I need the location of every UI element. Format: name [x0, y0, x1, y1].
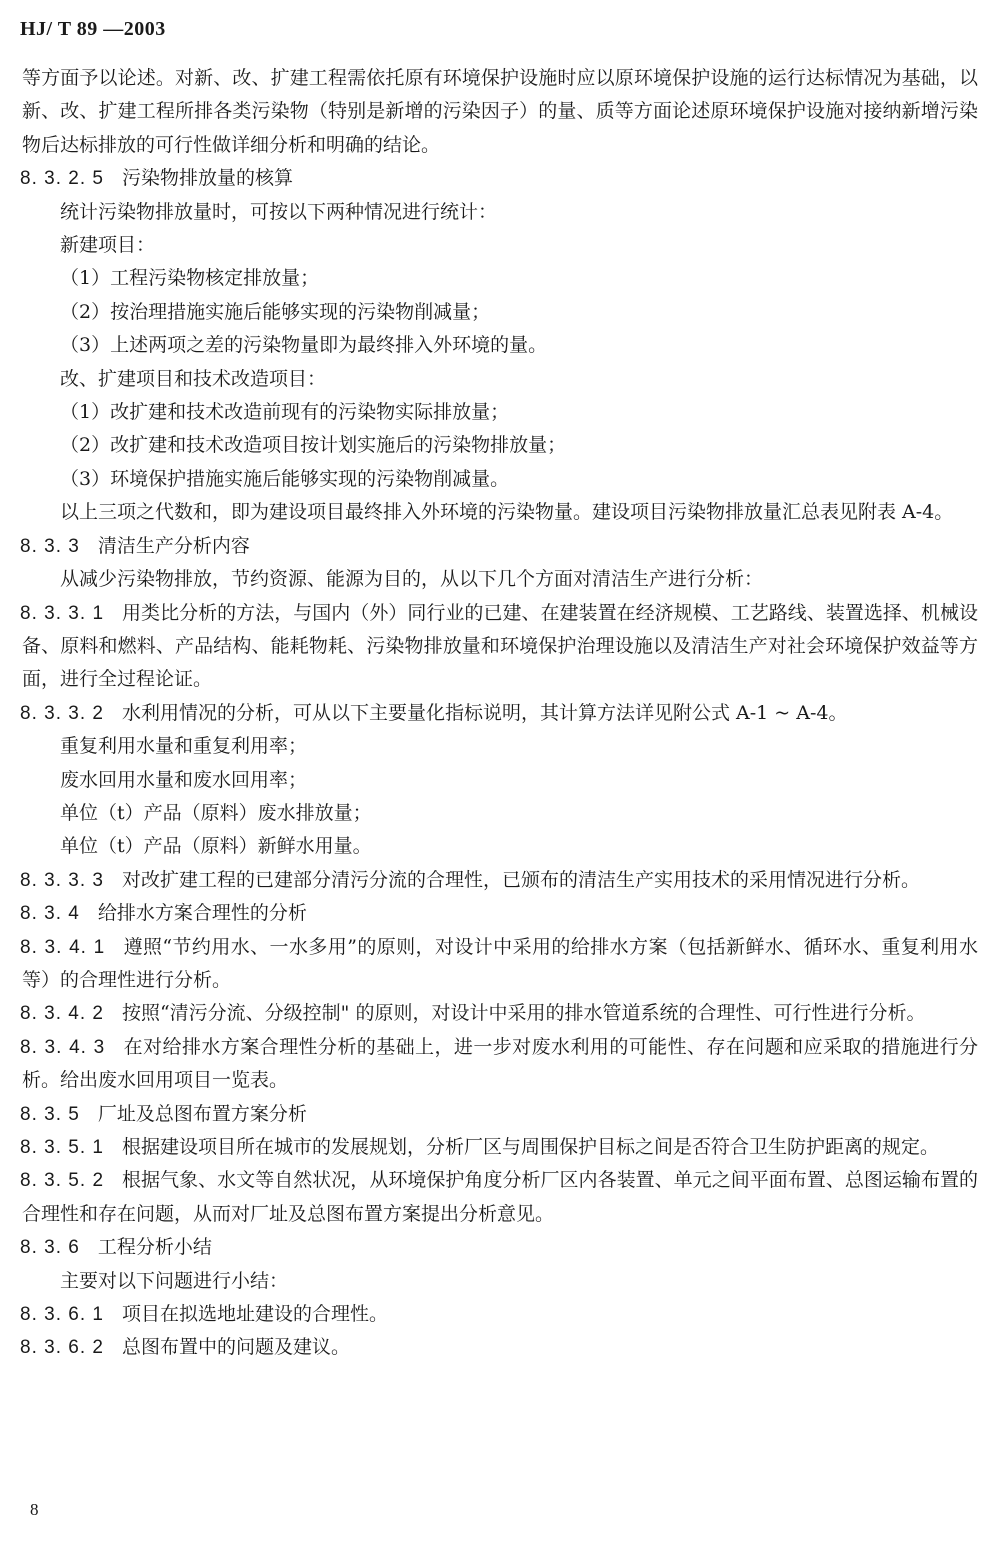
clause-number: 8. 3. 3. 2 [20, 702, 104, 724]
paragraph-text: （1）改扩建和技术改造前现有的污染物实际排放量； [60, 401, 510, 424]
clause-number: 8. 3. 3 [20, 535, 80, 557]
clause-number: 8. 3. 3. 3 [20, 869, 104, 891]
paragraph-text: 单位（t）产品（原料）废水排放量； [60, 801, 372, 824]
paragraph-text: 给排水方案合理性的分析 [97, 902, 307, 925]
paragraph-text: （1）工程污染物核定排放量； [60, 267, 320, 290]
section-clause [22, 997, 978, 1030]
clause-number: 8. 3. 5 [20, 1103, 80, 1125]
paragraph-text: 污染物排放量的核算 [121, 167, 293, 190]
paragraph-text: 工程分析小结 [97, 1236, 212, 1259]
section-clause [22, 931, 978, 998]
paragraph-text: 单位（t）产品（原料）新鲜水用量。 [60, 835, 372, 858]
paragraph [22, 429, 978, 462]
page-number: 8 [30, 1500, 39, 1519]
paragraph-text: 按照“清污分流、分级控制" 的原则，对设计中采用的排水管道系统的合理性、可行性进行分析。 [121, 1002, 926, 1025]
paragraph-text: 主要对以下问题进行小结： [60, 1269, 289, 1292]
section-clause [22, 1098, 978, 1131]
paragraph-text: 水利用情况的分析，可从以下主要量化指标说明，其计算方法详见附公式 A-1 ~ A-4。 [121, 701, 848, 724]
paragraph-text: 厂址及总图布置方案分析 [97, 1102, 307, 1125]
section-clause [22, 1231, 978, 1264]
paragraph-text: 项目在拟选地址建设的合理性。 [121, 1303, 388, 1326]
paragraph-text: （3）上述两项之差的污染物量即为最终排入外环境的量。 [60, 334, 548, 357]
paragraph-text: 用类比分析的方法，与国内（外）同行业的已建、在建装置在经济规模、工艺路线、装置选择、机械设备、原料和燃料、产品结构、能耗物耗、污染物排放量和环境保护治理设施以及清洁生产对社会环境保护效益等方面，进行全过程论证。 [22, 601, 978, 691]
clause-number: 8. 3. 6. 2 [20, 1337, 104, 1359]
document-body [22, 62, 978, 1365]
paragraph [22, 262, 978, 295]
clause-number: 8. 3. 6 [20, 1237, 80, 1259]
paragraph-text: 重复利用水量和重复利用率； [60, 735, 308, 758]
paragraph-text: 根据气象、水文等自然状况，从环境保护角度分析厂区内各装置、单元之间平面布置、总图运输布置的合理性和存在问题，从而对厂址及总图布置方案提出分析意见。 [22, 1169, 978, 1225]
paragraph-text: 在对给排水方案合理性分析的基础上，进一步对废水利用的可能性、存在问题和应采取的措施进行分析。给出废水回用项目一览表。 [22, 1035, 978, 1092]
paragraph [22, 563, 978, 596]
standard-code: HJ/ T 89 —2003 [20, 18, 166, 40]
paragraph [22, 62, 978, 162]
paragraph [22, 329, 978, 362]
paragraph-text: （2）改扩建和技术改造项目按计划实施后的污染物排放量； [60, 434, 567, 457]
clause-number: 8. 3. 5. 2 [20, 1170, 105, 1192]
paragraph [22, 196, 978, 229]
paragraph [22, 797, 978, 830]
paragraph-text: 总图布置中的问题及建议。 [121, 1336, 350, 1359]
paragraph-text: 以上三项之代数和，即为建设项目最终排入外环境的污染物量。建设项目污染物排放量汇总表见附表 A-4。 [60, 501, 954, 524]
paragraph [22, 396, 978, 429]
clause-number: 8. 3. 4 [20, 903, 80, 925]
clause-number: 8. 3. 4. 2 [20, 1003, 104, 1025]
paragraph [22, 1265, 978, 1298]
paragraph-text: 统计污染物排放量时，可按以下两种情况进行统计： [60, 200, 498, 223]
paragraph [22, 363, 978, 396]
clause-number: 8. 3. 2. 5 [20, 168, 104, 190]
paragraph [22, 730, 978, 763]
paragraph-text: 新建项目： [60, 234, 156, 257]
paragraph-text: 从减少污染物排放，节约资源、能源为目的，从以下几个方面对清洁生产进行分析： [60, 568, 764, 591]
section-clause [22, 864, 978, 897]
clause-number: 8. 3. 6. 1 [20, 1304, 104, 1326]
paragraph [22, 296, 978, 329]
paragraph-text: （3）环境保护措施实施后能够实现的污染物削减量。 [60, 467, 510, 490]
paragraph [22, 463, 978, 496]
section-clause [22, 597, 978, 697]
clause-number: 8. 3. 4. 3 [20, 1036, 106, 1058]
clause-number: 8. 3. 3. 1 [20, 602, 105, 624]
paragraph-text: 清洁生产分析内容 [97, 534, 250, 557]
section-clause [22, 1131, 978, 1164]
paragraph [22, 764, 978, 797]
clause-number: 8. 3. 5. 1 [20, 1137, 104, 1158]
paragraph-text: 废水回用水量和废水回用率； [60, 768, 308, 791]
clause-number: 8. 3. 4. 1 [20, 936, 106, 958]
paragraph [22, 496, 978, 529]
section-clause [22, 1031, 978, 1098]
section-clause [22, 897, 978, 930]
section-clause [22, 1164, 978, 1231]
paragraph-text: 等方面予以论述。对新、改、扩建工程需依托原有环境保护设施时应以原环境保护设施的运行达标情况为基础，以新、改、扩建工程所排各类污染物（特别是新增的污染因子）的量、质等方面论述原环境保护设施对接纳新增污染物后达标排放的可行性做详细分析和明确的结论。 [22, 67, 978, 156]
section-clause [22, 1331, 978, 1364]
document-header [20, 18, 166, 41]
section-clause [22, 162, 978, 195]
paragraph-text: 根据建设项目所在城市的发展规划，分析厂区与周围保护目标之间是否符合卫生防护距离的规定。 [121, 1136, 939, 1158]
paragraph-text: 对改扩建工程的已建部分清污分流的合理性，已颁布的清洁生产实用技术的采用情况进行分析。 [121, 868, 920, 891]
paragraph-text: 改、扩建项目和技术改造项目： [60, 367, 327, 390]
section-clause [22, 1298, 978, 1331]
paragraph-text: （2）按治理措施实施后能够实现的污染物削减量； [60, 300, 491, 323]
paragraph [22, 229, 978, 262]
section-clause [22, 530, 978, 563]
paragraph-text: 遵照“节约用水、一水多用”的原则，对设计中采用的给排水方案（包括新鲜水、循环水、重复利用水等）的合理性进行分析。 [22, 935, 978, 991]
section-clause [22, 697, 978, 730]
paragraph [22, 830, 978, 863]
